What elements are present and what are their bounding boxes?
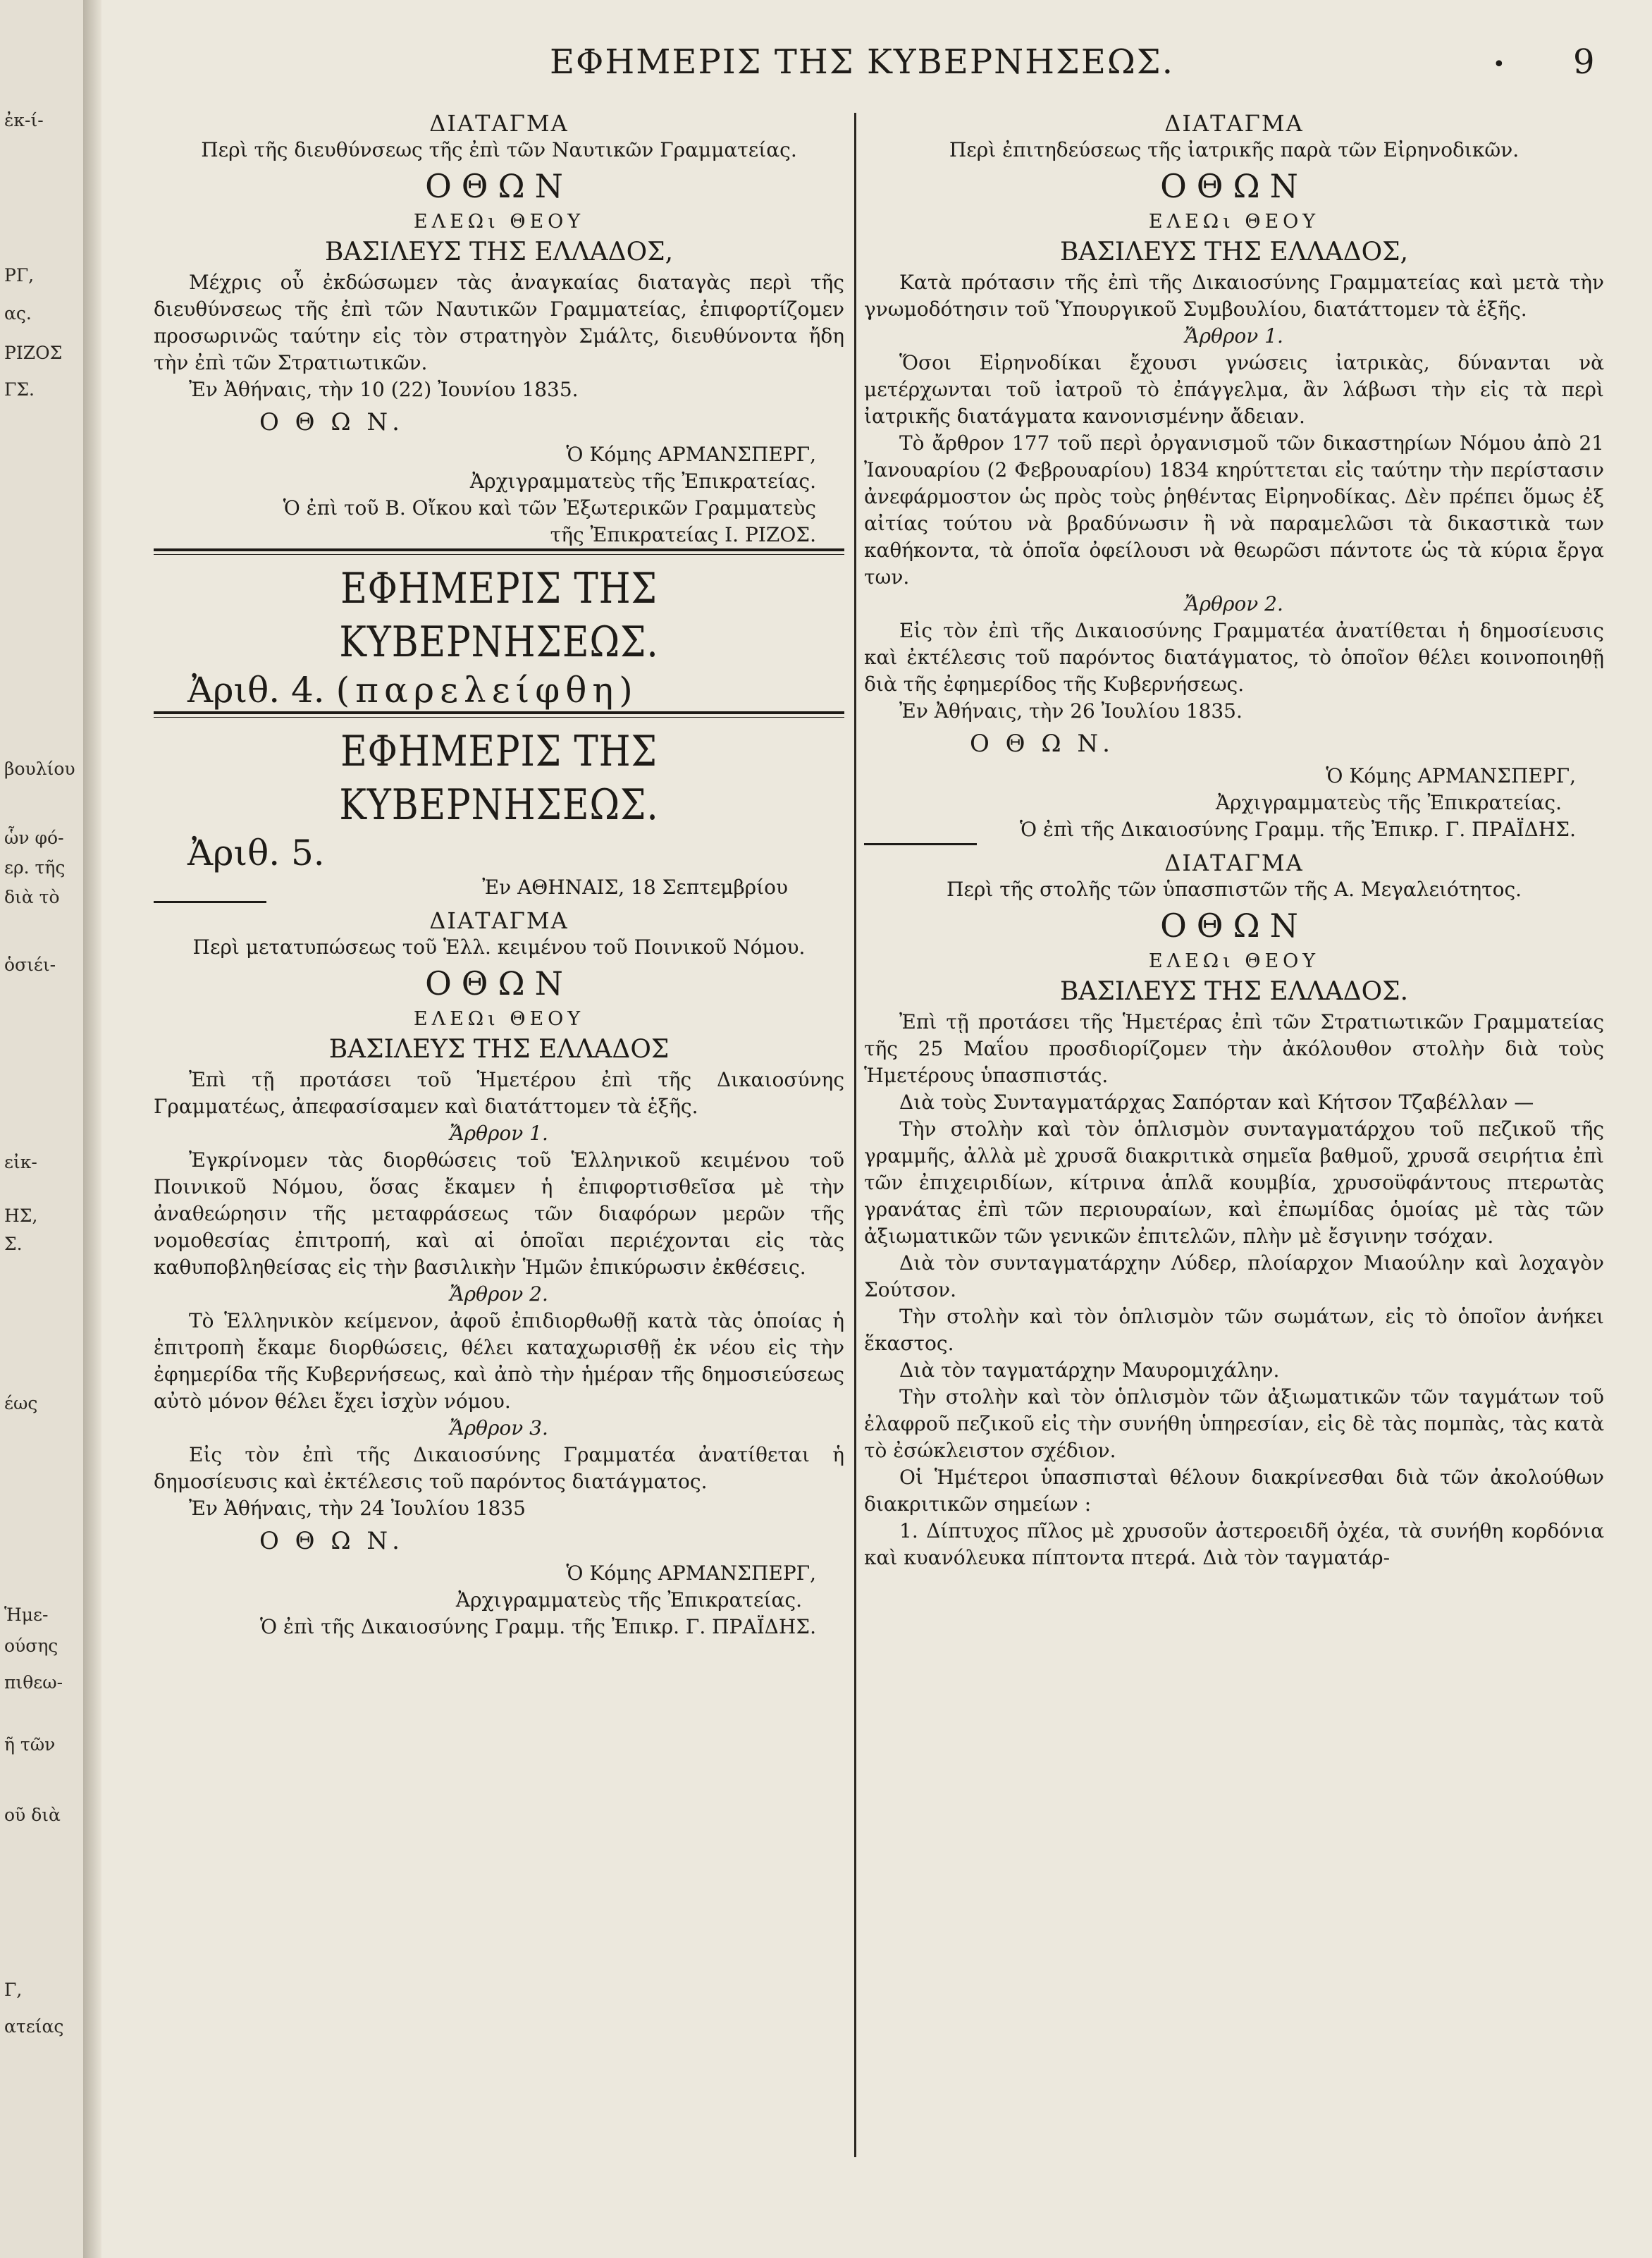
issue-date: Ἐν ΑΘΗΝΑΙΣ, 18 Σεπτεμβρίου [482,876,788,899]
prev-fragment: ἐκ-ί- [4,110,44,130]
countersign-rizos-title: τῆς Ἐπικρατείας Ι. ΡΙΖΟΣ. [550,523,816,546]
by-grace-of-god: ΕΛΕΩι ΘΕΟΥ [413,211,585,233]
decree-title: ΔΙΑΤΑΓΜΑ [1164,110,1304,137]
king-name: ΟΘΩΝ [425,167,573,205]
decree-paragraph: Διὰ τοὺς Συνταγματάρχας Σαπόρταν καὶ Κήτσον Τζαβέλλαν — [899,1091,1534,1114]
prev-fragment: ας. [4,303,32,324]
king-title: ΒΑΣΙΛΕΥΣ ΤΗΣ ΕΛΛΑΔΟΣ. [1059,977,1409,1006]
article-heading: Ἄρθρον 1. [1185,324,1283,348]
decree-paragraph: Τὴν στολὴν καὶ τὸν ὁπλισμὸν συνταγματάρχου τοῦ πεζικοῦ τῆς γραμμῆς, ἀλλὰ μὲ χρυσᾶ διακριτικὰ σημεῖα βαθμοῦ, χρυσᾶ σειρήτια ἐπὶ τῶν ἐπιχειριδίων, κίτρινα ἁπλᾶ κουμβία, χρυσοϋφάντους πτερωτὰς γρανάτας ἐπὶ τῶν περιουραίων, καὶ ἐπωμίδας ὁμοίας μὲ τὰς τῶν ἀξιωματικῶν τῶν γενικῶν ἐπιτελῶν, πλὴν μὲ ἔσγινην τσόχαν. [864,1117,1604,1248]
decree-naval-ministry [154,110,844,548]
binding-gutter [83,0,101,2258]
signature-king: Ο Θ Ω Ν. [259,1527,404,1555]
article-text: Ὅσοι Εἰρηνοδίκαι ἔχουσι γνώσεις ἰατρικὰς, δύνανται νὰ μετέρχωνται τοῦ ἰατροῦ τὸ ἐπάγγελμα, ἂν λάβωσι τὴν εἰς τὰ περὶ ἰατρικῆς διατάγματα κανονισμένην ἄδειαν. [864,351,1604,428]
decree-date: Ἐν Ἀθήναις, τὴν 24 Ἰουλίου 1835 [189,1497,526,1520]
prev-fragment: ὁσιέι- [4,955,56,975]
prev-fragment: ΡΙΖΟΣ [4,343,63,363]
countersign-rizos: Ὁ ἐπὶ τοῦ Β. Οἴκου καὶ τῶν Ἐξωτερικῶν Γραμματεὺς [283,496,816,520]
prev-fragment: ῆ τῶν [4,1734,56,1755]
masthead: ΕΦΗΜΕΡΙΣ ΤΗΣ ΚΥΒΕΡΝΗΣΕΩΣ. [339,564,659,667]
decree-paragraph: Οἱ Ἡμέτεροι ὑπασπισταὶ θέλουν διακρίνεσθαι διὰ τῶν ἀκολούθων διακριτικῶν σημείων : [864,1466,1604,1516]
left-column [154,106,844,1640]
king-title: ΒΑΣΙΛΕΥΣ ΤΗΣ ΕΛΛΑΔΟΣ, [324,238,674,266]
decree-body: Μέχρις οὗ ἐκδώσωμεν τὰς ἀναγκαίας διαταγὰς περὶ τῆς διευθύνσεως τῆς ἐπὶ τῶν Ναυτικῶν Γραμματείας, ἐπιφορτίζομεν προσωρινῶς ταύτην εἰς τὸν στρατηγὸν Σμάλτς, διευθύνοντα ἤδη τὴν ἐπὶ τῶν Στρατιωτικῶν. [154,271,844,374]
short-rule [154,901,266,903]
countersign-armansperg: Ὁ Κόμης ΑΡΜΑΝΣΠΕΡΓ, [1326,764,1576,787]
king-title: ΒΑΣΙΛΕΥΣ ΤΗΣ ΕΛΛΑΔΟΣ [328,1035,670,1064]
issue-4 [154,562,844,711]
decree-title: ΔΙΑΤΑΓΜΑ [429,907,569,934]
section-rule [154,711,844,718]
article-heading: Ἄρθρον 1. [450,1122,548,1145]
decree-paragraph: Διὰ τὸν συνταγματάρχην Λύδερ, πλοίαρχον Μιαούλην καὶ λοχαγὸν Σούτσον. [864,1251,1604,1301]
countersign-title: Ἀρχιγραμματεὺς τῆς Ἐπικρατείας. [469,470,816,493]
decree-paragraph: Διὰ τὸν ταγματάρχην Μαυρομιχάλην. [899,1358,1280,1382]
decree-subject: Περὶ τῆς διευθύνσεως τῆς ἐπὶ τῶν Ναυτικῶν Γραμματείας. [201,138,797,161]
decree-preamble: Ἐπὶ τῇ προτάσει τοῦ Ἡμετέρου ἐπὶ τῆς Δικαιοσύνης Γραμματέως, ἀπεφασίσαμεν καὶ διατάττομεν τὰ ἑξῆς. [154,1068,844,1118]
decree-paragraph: 1. Δίπτυχος πῖλος μὲ χρυσοῦν ἀστεροειδῆ ὀχέα, τὰ συνήθη κορδόνια καὶ κυανόλευκα πίπτοντα πτερά. Διὰ τὸν ταγματάρ- [864,1519,1604,1569]
king-name: ΟΘΩΝ [425,964,573,1002]
issue-number-line [154,669,844,711]
issue-5 [154,725,844,901]
article-heading: Ἄρθρον 2. [450,1282,548,1306]
prev-fragment: Ἡμε- [4,1604,49,1625]
decree-paragraph: Τὴν στολὴν καὶ τὸν ὁπλισμὸν τῶν ἀξιωματικῶν τῶν ταγμάτων τοῦ ἐλαφροῦ πεζικοῦ εἰς τὴν συνήθη ὑπηρεσίαν, εἰς δὲ τὰς πομπὰς, τὰς κατὰ τὸ ἐσώκλειστον σχέδιον. [864,1385,1604,1462]
article-text: Τὸ Ἑλληνικὸν κείμενον, ἀφοῦ ἐπιδιορθωθῇ κατὰ τὰς ὁποίας ἡ ἐπιτροπὴ ἔκαμε διορθώσεις, θέλει καταχωρισθῇ ἐκ νέου εἰς τὴν ἐφημερίδα τῆς Κυβερνήσεως, καὶ ἀπὸ τὴν ἡμέραν τῆς δημοσιεύσεως αὐτὸ μόνον θέλει ἔχει ἰσχὺν νόμου. [154,1309,844,1413]
decree-date: Ἐν Ἀθήναις, τὴν 10 (22) Ἰουνίου 1835. [189,378,579,401]
previous-page-strip [0,0,83,2258]
decree-penal-code [154,907,844,1640]
decree-subject: Περὶ μετατυπώσεως τοῦ Ἑλλ. κειμένου τοῦ Ποινικοῦ Νόμου. [192,935,806,959]
prev-fragment: διὰ τὸ [4,887,60,907]
decree-date: Ἐν Ἀθήναις, τὴν 26 Ἰουλίου 1835. [899,699,1243,723]
decree-title: ΔΙΑΤΑΓΜΑ [429,110,569,137]
decree-aides-uniform [864,849,1604,1571]
short-rule [864,843,977,845]
signature-king: Ο Θ Ω Ν. [970,730,1114,758]
decree-justices-medicine [864,110,1604,843]
decree-paragraph: Τὴν στολὴν καὶ τὸν ὁπλισμὸν τῶν σωμάτων, εἰς τὸ ὁποῖον ἀνήκει ἕκαστος. [864,1305,1604,1355]
by-grace-of-god: ΕΛΕΩι ΘΕΟΥ [413,1008,585,1030]
prev-fragment: βουλίου [4,759,75,779]
prev-fragment: έως [4,1393,38,1413]
article-text: Ἐγκρίνομεν τὰς διορθώσεις τοῦ Ἑλληνικοῦ κειμένου τοῦ Ποινικοῦ Νόμου, ὅσας ἔκαμεν ἡ ἐπιφορτισθεῖσα μὲ τὴν ἀναθεώρησιν τῆς μεταφράσεως τῶν διαφόρων μερῶν τῆς νομοθεσίας ἐπιτροπή, καὶ αἱ ὁποῖαι περιέχονται εἰς τὰς καθυποβληθείσας εἰς τὴν βασιλικὴν Ἡμῶν ἐπικύρωσιν ἐκθέσεις. [154,1148,844,1279]
prev-fragment: οῦ διὰ [4,1805,61,1825]
masthead: ΕΦΗΜΕΡΙΣ ΤΗΣ ΚΥΒΕΡΝΗΣΕΩΣ. [339,727,659,830]
by-grace-of-god: ΕΛΕΩι ΘΕΟΥ [1148,211,1320,233]
decree-preamble: Ἐπὶ τῇ προτάσει τῆς Ἡμετέρας ἐπὶ τῶν Στρατιωτικῶν Γραμματείας τῆς 25 Μαΐου προσδιορίζομεν τὴν ἀκόλουθον στολὴν διὰ τοὺς Ἡμετέρους ὑπασπιστάς. [864,1010,1604,1087]
signature-king: Ο Θ Ω Ν. [259,408,404,436]
prev-fragment: ερ. τῆς [4,857,66,878]
header-dot: • [1493,52,1505,77]
issue-number: Ἀριθ. 5. [187,833,325,873]
section-rule [154,548,844,555]
decree-title: ΔΙΑΤΑΓΜΑ [1164,849,1304,876]
countersign-armansperg: Ὁ Κόμης ΑΡΜΑΝΣΠΕΡΓ, [566,1561,816,1585]
issue-number: Ἀριθ. 4. [187,670,325,711]
prev-fragment: εἰκ- [4,1152,37,1172]
issue-note: (παρελείφθη) [335,670,639,711]
king-title: ΒΑΣΙΛΕΥΣ ΤΗΣ ΕΛΛΑΔΟΣ, [1059,238,1409,266]
article-text: Εἰς τὸν ἐπὶ τῆς Δικαιοσύνης Γραμματέα ἀνατίθεται ἡ δημοσίευσις καὶ ἐκτέλεσις τοῦ παρόντος διατάγματος. [154,1443,844,1493]
king-name: ΟΘΩΝ [1160,907,1308,945]
column-divider [854,113,856,2157]
prev-fragment: πιθεω- [4,1672,63,1693]
prev-fragment: Γ, [4,1980,23,2000]
countersign-praidis: Ὁ ἐπὶ τῆς Δικαιοσύνης Γραμμ. τῆς Ἐπικρ. Γ. ΠΡΑΪΔΗΣ. [259,1615,816,1638]
prev-fragment: Σ. [4,1234,23,1254]
prev-fragment: ατείας [4,2016,64,2037]
prev-fragment: ΗΣ, [4,1205,38,1226]
article-text: Τὸ ἄρθρον 177 τοῦ περὶ ὀργανισμοῦ τῶν δικαστηρίων Νόμου ἀπὸ 21 Ἰανουαρίου (2 Φεβρουαρίου) 1834 κηρύττεται εἰς ταύτην τὴν περίστασιν ἀνεφάρμοστον ὡς πρὸς τοὺς ῥηθέντας Εἰρηνοδίκας. Δὲν πρέπει ὅμως ἐξ αἰτίας τούτου νὰ βραδύνωσιν ἢ νὰ παραμελῶσι τὰ δικαστικὰ των καθήκοντα, τὰ ὁποῖα ὀφείλουσι νὰ θεωρῶσι πάντοτε ὡς τὰ κύρια ἔργα των. [864,431,1604,589]
decree-preamble: Κατὰ πρότασιν τῆς ἐπὶ τῆς Δικαιοσύνης Γραμματείας καὶ μετὰ τὴν γνωμοδότησιν τοῦ Ὑπουργικοῦ Συμβουλίου, διατάττομεν τὰ ἑξῆς. [864,271,1604,321]
article-heading: Ἄρθρον 2. [1185,592,1283,615]
prev-fragment: ούσης [4,1636,58,1656]
decree-subject: Περὶ τῆς στολῆς τῶν ὑπασπιστῶν τῆς Α. Μεγαλειότητος. [946,878,1522,901]
decree-subject: Περὶ ἐπιτηδεύσεως τῆς ἰατρικῆς παρὰ τῶν Εἰρηνοδικῶν. [949,138,1520,161]
prev-fragment: ὧν φό- [4,828,64,848]
page-number: 9 [1573,42,1595,82]
countersign-title: Ἀρχιγραμματεὺς τῆς Ἐπικρατείας. [1215,791,1562,814]
article-text: Εἰς τὸν ἐπὶ τῆς Δικαιοσύνης Γραμματέα ἀνατίθεται ἡ δημοσίευσις καὶ ἐκτέλεσις τοῦ παρόντος διατάγματος, τὸ ὁποῖον θέλει κοινοποιηθῇ διὰ τῆς ἐφημερίδος τῆς Κυβερνήσεως. [864,619,1604,696]
prev-fragment: ΓΣ. [4,379,35,400]
page-header-title: ΕΦΗΜΕΡΙΣ ΤΗΣ ΚΥΒΕΡΝΗΣΕΩΣ. [550,42,1174,82]
countersign-armansperg: Ὁ Κόμης ΑΡΜΑΝΣΠΕΡΓ, [566,443,816,466]
prev-fragment: ΡΓ, [4,265,35,286]
countersign-title: Ἀρχιγραμματεὺς τῆς Ἐπικρατείας. [455,1588,802,1612]
right-column [864,106,1604,1571]
by-grace-of-god: ΕΛΕΩι ΘΕΟΥ [1148,950,1320,972]
countersign-praidis: Ὁ ἐπὶ τῆς Δικαιοσύνης Γραμμ. τῆς Ἐπικρ. Γ. ΠΡΑΪΔΗΣ. [1019,818,1576,841]
king-name: ΟΘΩΝ [1160,167,1308,205]
article-heading: Ἄρθρον 3. [450,1416,548,1440]
